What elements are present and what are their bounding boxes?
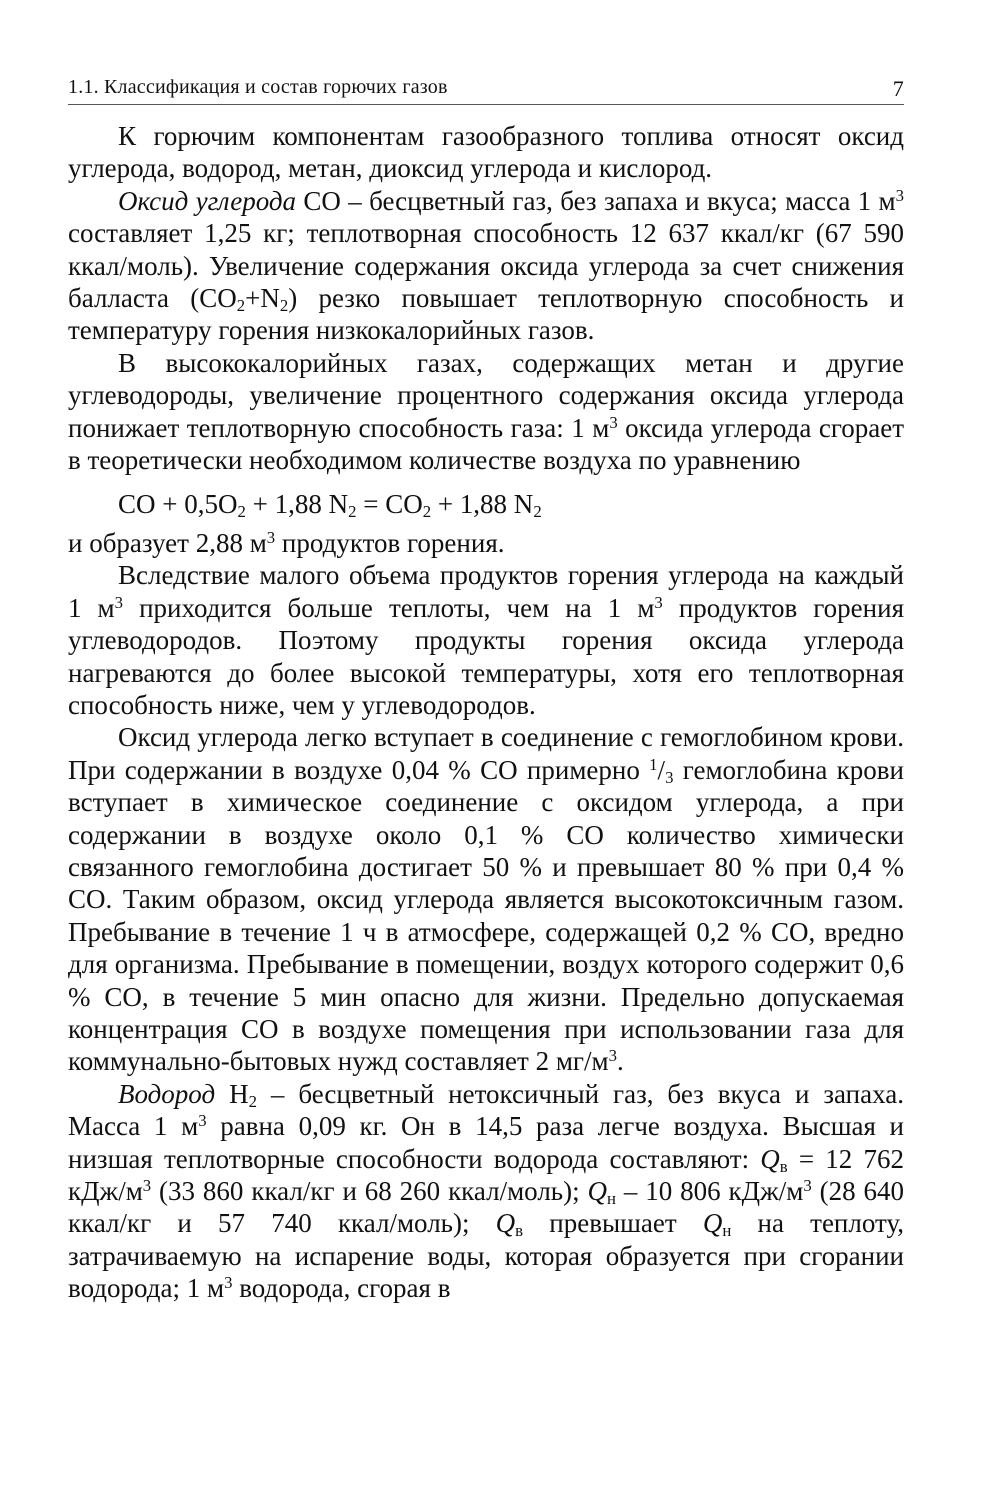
paragraph-high-calorie: В высококалорийных газах, содержащих метан и другие углеводороды, увеличение процентного содержания оксида углерода понижает теплотворную способность газа: 1 $м^3$ оксида углерода сгорает в теоретически необходимом количестве воздуха по уравнению bbox=[68, 347, 904, 476]
paragraph-heat: Вследствие малого объема продуктов горения углерода на каждый 1 $м^3$ приходится больше теплоты, чем на 1 $м^3$ продуктов горения углеводородов. Поэтому продукты горения оксида углерода нагреваются до более высокой температуры, хотя его теплотворная способность ниже, чем у углеводородов. bbox=[68, 560, 904, 720]
paragraph-toxicity: Оксид углерода легко вступает в соединение с гемоглобином крови. При содержании в воздухе 0,04 % CO примерно $^1/_3$ гемоглобина крови вступает в химическое соединение с оксидом углерода, а при содержании в воздухе около 0,1 % CO количество химически связанного гемоглобина достигает 50 % и превышает 80 % при 0,4 % CO. Таким образом, оксид углерода является высокотоксичным газом. Пребывание в течение 1 ч в атмосфере, содержащей 0,2 % CO, вредно для организма. Пребывание в помещении, воздух которого содержит 0,6 % CO, в течение 5 мин опасно для жизни. Предельно допускаемая концентрация CO в воздухе помещения при использовании газа для коммунально-бытовых нужд составляет 2 $мг/м^3$. bbox=[68, 722, 904, 1077]
header-rule bbox=[68, 104, 904, 105]
combustion-equation: CO + $0,5O_2 + 1,88$ $N_2 = CO_2 + 1,88$ $N_2$ bbox=[118, 489, 542, 522]
term-carbon-monoxide: Оксид углерода bbox=[118, 185, 297, 216]
paragraph-carbon-monoxide: Оксид углерода CO – бесцветный газ, без запаха и вкуса; масса 1 $м^3$ составляет 1,25 кг; теплотворная способность 12 637 ккал/кг (67 590 ккал/моль). Увеличение содержания оксида углерода за счет снижения балласта $(CO_2+N_2)$ резко повышает теплотворную способность и температуру горения низкокалорийных газов. bbox=[68, 185, 904, 346]
paragraph-products: и образует 2,88 $м^3$ продуктов горения. bbox=[68, 527, 505, 558]
chapter-title: 1.1. Классификация и состав горючих газов bbox=[68, 76, 448, 98]
page-number: 7 bbox=[892, 76, 904, 101]
body-text bbox=[68, 120, 904, 1305]
paragraph-intro: К горючим компонентам газообразного топлива относят оксид углерода, водород, метан, диоксид углерода и кислород. bbox=[68, 121, 904, 184]
running-header bbox=[68, 76, 904, 106]
term-hydrogen: Водород bbox=[118, 1078, 216, 1109]
paragraph-hydrogen: Водород $H_2$ – бесцветный нетоксичный газ, без вкуса и запаха. Масса 1 $м^3$ равна 0,09 кг. Он в 14,5 раза легче воздуха. Высшая и низшая теплотворные способности водорода составляют: $Q_в = 12$ 762 кДж/$м^3$ (33 860 ккал/кг и 68 260 ккал/моль); $Q_н - 10$ 806 кДж/$м^3$ (28 640 ккал/кг и 57 740 ккал/моль); $Q_в$ превышает $Q_н$ на теплоту, затрачиваемую на испарение воды, которая образуется при сгорании водорода; 1 $м^3$ водорода, сгорая в bbox=[68, 1078, 905, 1304]
